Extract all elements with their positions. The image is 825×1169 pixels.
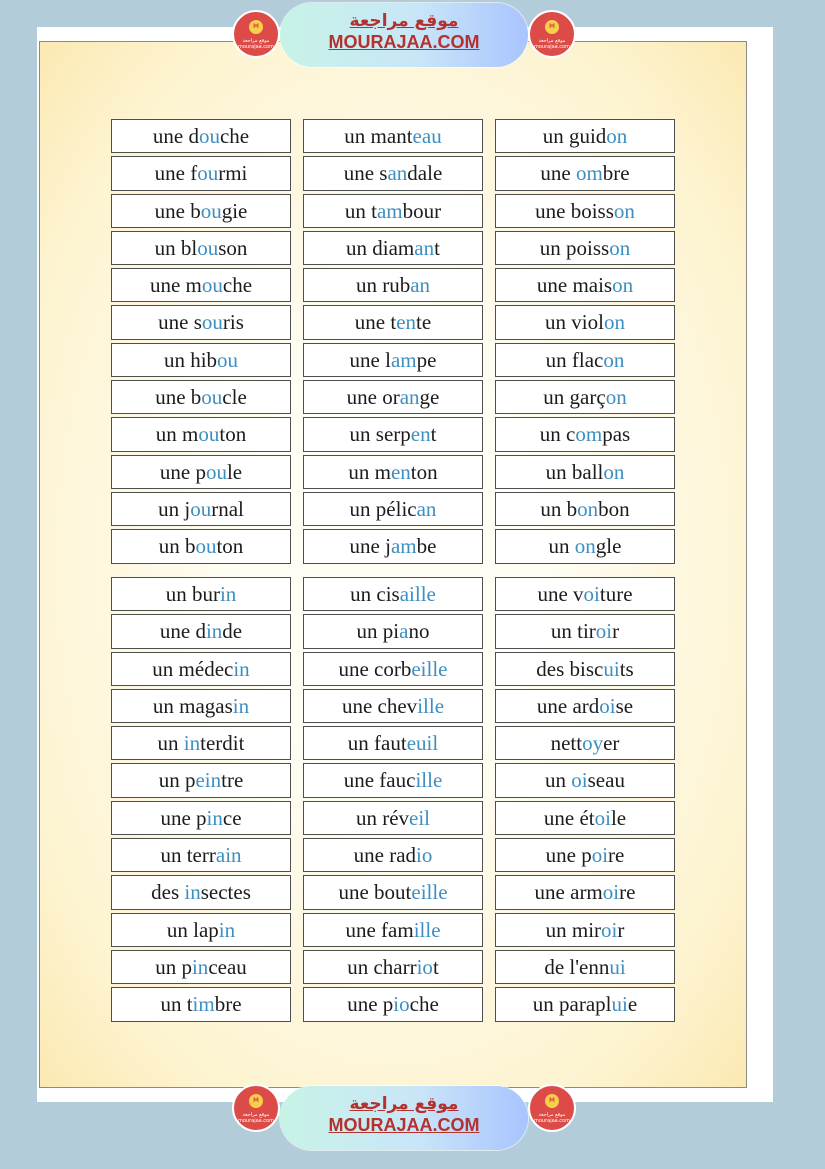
word-text-end: bre (214, 992, 242, 1017)
word-card (303, 268, 483, 302)
site-banner-top[interactable] (280, 3, 528, 67)
word-text-end: pas (602, 422, 631, 447)
word-sound-highlight: ou (201, 310, 223, 335)
word-sound-highlight: oy (582, 731, 604, 756)
word-text-start: un garç (543, 385, 606, 410)
word-text-start: un m (348, 459, 391, 484)
word-sound-highlight: in (219, 582, 237, 606)
word-card (111, 455, 291, 489)
word-text-end: no (408, 619, 430, 644)
word-card (303, 156, 483, 190)
word-card (111, 763, 291, 797)
word-sound-highlight: en (390, 459, 411, 484)
word-text-start: une t (354, 310, 397, 335)
word-sound-highlight: ui (603, 656, 620, 681)
site-logo-left-bottom[interactable] (232, 1084, 280, 1132)
word-text-start: un faut (347, 731, 407, 756)
word-card (495, 305, 675, 339)
word-card (495, 492, 675, 526)
word-text-start: une j (349, 534, 391, 559)
word-card (303, 492, 483, 526)
word-sound-highlight: oi (571, 768, 588, 793)
word-text-start: une arm (534, 880, 603, 905)
word-text-start: un t (160, 992, 193, 1017)
word-sound-highlight: ou (201, 385, 223, 410)
word-card (111, 801, 291, 835)
word-card (495, 577, 675, 611)
word-card (495, 529, 675, 563)
word-text-start: une boiss (535, 198, 614, 223)
word-text-start: un flac (545, 347, 604, 372)
word-sound-highlight: an (414, 235, 435, 260)
word-text-start: un parapl (532, 992, 612, 1017)
site-banner-bottom[interactable] (280, 1086, 528, 1150)
word-card (111, 194, 291, 228)
word-sound-highlight: om (575, 422, 603, 447)
word-text-start: une s (158, 310, 202, 335)
word-sound-highlight: ou (201, 273, 223, 298)
word-card (495, 380, 675, 414)
word-text-start: un rév (355, 805, 410, 830)
word-text-start: une d (152, 124, 199, 148)
word-text-end: gle (595, 534, 622, 559)
word-text-start: un ball (545, 459, 604, 484)
word-column (111, 119, 291, 567)
word-text-start: un p (158, 768, 196, 793)
word-text-start: un b (158, 534, 196, 559)
word-text-start: un pélic (349, 496, 417, 521)
word-text-start: un (545, 768, 572, 793)
word-card (495, 838, 675, 872)
word-sound-highlight: eil (409, 805, 431, 830)
word-card (111, 950, 291, 984)
word-card (303, 455, 483, 489)
word-sound-highlight: ou (217, 347, 239, 372)
word-text-end: er (603, 731, 620, 756)
word-card (111, 614, 291, 648)
word-card (303, 689, 483, 723)
word-sound-highlight: on (574, 534, 596, 559)
word-sound-highlight: ui (609, 954, 626, 979)
word-text-end: ton (219, 422, 247, 447)
word-text-start: une p (159, 459, 206, 484)
word-card (495, 417, 675, 451)
word-text-end: terdit (200, 731, 245, 756)
word-text-end: de (222, 619, 243, 644)
word-text-start: une p (545, 843, 592, 868)
word-column (111, 577, 291, 1025)
word-text-end: bon (598, 496, 630, 521)
word-text-start: un diam (346, 235, 415, 260)
word-text-start: un t (344, 198, 377, 223)
word-text-end: re (619, 880, 636, 905)
word-sound-highlight: in (206, 805, 223, 830)
word-card (303, 343, 483, 377)
word-text-start: un pi (356, 619, 400, 644)
word-card (111, 689, 291, 723)
word-card (495, 763, 675, 797)
word-sound-highlight: ein (195, 768, 222, 793)
word-text-end: ceau (208, 954, 247, 979)
word-text-end: che (222, 273, 253, 298)
logo-badge-icon: M (249, 1094, 263, 1108)
word-sound-highlight: im (192, 992, 215, 1017)
word-sound-highlight: ou (198, 124, 220, 148)
word-card (303, 417, 483, 451)
word-sound-highlight: io (393, 992, 410, 1017)
word-card (303, 529, 483, 563)
word-text-start: un serp (349, 422, 411, 447)
word-text-start: un viol (545, 310, 604, 335)
word-text-end: ts (619, 656, 634, 681)
word-text-start: un poiss (539, 235, 610, 260)
word-text-end: seau (587, 768, 625, 793)
word-text-start: un mir (545, 917, 602, 942)
word-text-start: un (548, 534, 575, 559)
word-sound-highlight: an (416, 496, 437, 521)
word-text-end: rmi (218, 161, 248, 186)
word-text-start: un bur (165, 582, 220, 606)
word-card (303, 380, 483, 414)
site-logo-right-bottom[interactable] (528, 1084, 576, 1132)
word-card (495, 726, 675, 760)
word-sound-highlight: eau (412, 124, 442, 148)
word-text-end: cle (222, 385, 247, 410)
word-sound-highlight: ou (190, 496, 212, 521)
word-card (303, 652, 483, 686)
word-text-start: un magas (152, 693, 233, 718)
word-text-end: che (409, 992, 439, 1017)
word-sound-highlight: ain (215, 843, 242, 868)
word-card (111, 156, 291, 190)
word-text-end: che (219, 124, 250, 148)
word-text-start: un charr (347, 954, 417, 979)
word-text-end: le (610, 805, 627, 830)
word-text-start: une m (149, 273, 202, 298)
word-sound-highlight: ille (413, 917, 441, 942)
word-text-end: r (612, 619, 620, 644)
word-text-start: une bout (338, 880, 412, 905)
word-sound-highlight: am (390, 534, 417, 559)
word-text-end: t (430, 422, 437, 447)
word-text-end: ton (410, 459, 438, 484)
word-card (111, 577, 291, 611)
word-sound-highlight: oi (594, 805, 611, 830)
word-card (111, 268, 291, 302)
word-card (495, 652, 675, 686)
site-name-latin[interactable]: MOURAJAA.COM (328, 1115, 480, 1135)
word-sound-highlight: euil (406, 731, 439, 756)
word-text-end: bre (602, 161, 630, 186)
word-card (495, 913, 675, 947)
word-text-start: une corb (338, 656, 412, 681)
word-card (303, 614, 483, 648)
word-text-start: une ét (543, 805, 595, 830)
word-text-start: une p (160, 805, 207, 830)
word-text-end: se (615, 693, 634, 718)
word-text-start: un (157, 731, 184, 756)
word-sound-highlight: in (205, 619, 223, 644)
word-sound-highlight: en (410, 422, 431, 447)
word-text-end: pe (416, 347, 437, 372)
word-sound-highlight: oi (599, 693, 616, 718)
word-card (303, 913, 483, 947)
word-card (495, 950, 675, 984)
word-text-end: ton (216, 534, 244, 559)
word-text-end: sectes (200, 880, 251, 905)
word-sound-highlight: an (387, 161, 408, 186)
word-card (495, 689, 675, 723)
site-name-latin[interactable]: MOURAJAA.COM (328, 32, 480, 52)
site-logo-right[interactable] (528, 10, 576, 58)
logo-badge-icon: M (545, 20, 559, 34)
word-column (303, 577, 483, 1025)
word-text-start: une or (346, 385, 400, 410)
word-text-start: un b (540, 496, 578, 521)
word-sound-highlight: an (399, 385, 420, 410)
word-text-start: un bl (154, 235, 198, 260)
word-card (495, 875, 675, 909)
word-card (303, 763, 483, 797)
word-sound-highlight: oi (595, 619, 613, 644)
word-text-start: une v (537, 582, 584, 606)
word-text-start: un médec (152, 656, 234, 681)
word-text-start: un cis (350, 582, 400, 606)
word-sound-highlight: on (613, 198, 635, 223)
word-sound-highlight: ou (197, 161, 219, 186)
word-text-start: une chev (341, 693, 418, 718)
word-sound-highlight: in (184, 880, 201, 905)
logo-caption: موقع مراجعة mourajaa.com (533, 38, 570, 50)
word-card (111, 417, 291, 451)
word-text-start: un m (155, 422, 199, 447)
word-text-start: une fauc (343, 768, 416, 793)
word-sound-highlight: on (603, 347, 625, 372)
word-card (111, 875, 291, 909)
word-sound-highlight: on (605, 385, 627, 410)
word-text-start: nett (550, 731, 583, 756)
word-sound-highlight: ou (195, 534, 217, 559)
word-card (495, 156, 675, 190)
word-text-start: un lap (166, 917, 219, 942)
word-card (303, 801, 483, 835)
word-sound-highlight: in (218, 917, 236, 942)
word-text-start: une d (159, 619, 206, 644)
word-text-start: une p (347, 992, 394, 1017)
word-sound-highlight: in (233, 656, 250, 681)
word-text-end: bour (402, 198, 442, 223)
word-column (495, 119, 675, 567)
word-text-end: dale (407, 161, 443, 186)
word-text-end: ture (599, 582, 633, 606)
word-card (495, 987, 675, 1021)
word-sound-highlight: am (390, 347, 417, 372)
word-sound-highlight: oi (602, 880, 620, 905)
word-text-start: un p (155, 954, 192, 979)
word-card (495, 343, 675, 377)
word-card (111, 838, 291, 872)
word-sound-highlight: ou (205, 459, 227, 484)
word-card (303, 838, 483, 872)
word-sound-highlight: oi (591, 843, 609, 868)
word-text-start: un terr (160, 843, 216, 868)
word-sound-highlight: om (575, 161, 603, 186)
logo-badge-icon: M (249, 20, 263, 34)
word-text-end: tre (221, 768, 244, 793)
word-card (303, 950, 483, 984)
word-text-start: une b (154, 198, 201, 223)
word-text-end: rnal (211, 496, 244, 521)
word-sound-highlight: ille (417, 693, 445, 718)
word-card (111, 119, 291, 153)
word-card (303, 305, 483, 339)
word-card (111, 305, 291, 339)
word-sound-highlight: ui (611, 992, 628, 1017)
word-sound-highlight: oi (601, 917, 618, 942)
word-text-start: une f (154, 161, 198, 186)
word-sound-highlight: on (603, 310, 625, 335)
word-text-start: une (540, 161, 576, 186)
word-text-end: gie (221, 198, 248, 223)
word-text-end: re (608, 843, 625, 868)
word-text-end: t (434, 235, 440, 260)
word-text-end: ce (222, 805, 242, 830)
word-text-start: des (151, 880, 185, 905)
word-card (495, 194, 675, 228)
word-sound-highlight: an (410, 273, 431, 298)
word-sound-highlight: on (606, 124, 628, 148)
word-sound-highlight: on (612, 273, 634, 298)
word-sound-highlight: eille (411, 880, 448, 905)
word-card (303, 231, 483, 265)
word-text-start: une s (343, 161, 388, 186)
word-text-start: des bisc (536, 656, 604, 681)
word-sound-highlight: aille (399, 582, 436, 606)
word-text-start: une l (349, 347, 391, 372)
word-text-start: un j (158, 496, 191, 521)
word-text-start: une mais (536, 273, 613, 298)
word-sound-highlight: on (609, 235, 631, 260)
word-card (303, 577, 483, 611)
word-card (111, 492, 291, 526)
word-card (495, 231, 675, 265)
logo-caption: موقع مراجعة mourajaa.com (237, 38, 274, 50)
word-card (111, 343, 291, 377)
word-sound-highlight: am (376, 198, 403, 223)
site-logo-left[interactable] (232, 10, 280, 58)
word-sound-highlight: io (416, 843, 433, 868)
word-text-start: un rub (355, 273, 411, 298)
word-sound-highlight: ille (415, 768, 443, 793)
word-text-end: le (226, 459, 243, 484)
word-text-end: e (627, 992, 638, 1017)
word-sound-highlight: on (577, 496, 599, 521)
word-card (111, 529, 291, 563)
word-card (111, 987, 291, 1021)
word-text-start: une rad (353, 843, 417, 868)
word-card (303, 119, 483, 153)
word-sound-highlight: oi (583, 582, 600, 606)
word-card (303, 726, 483, 760)
word-text-start: une fam (345, 917, 414, 942)
word-card (303, 194, 483, 228)
word-sound-highlight: en (396, 310, 417, 335)
word-card (495, 119, 675, 153)
word-text-end: be (416, 534, 437, 559)
word-sound-highlight: ou (200, 198, 222, 223)
word-column (495, 577, 675, 1025)
word-text-end: ge (419, 385, 440, 410)
word-card (495, 455, 675, 489)
word-text-start: de l'enn (544, 954, 610, 979)
word-text-end: son (218, 235, 248, 260)
word-text-start: un guid (542, 124, 607, 148)
word-text-start: un c (539, 422, 576, 447)
word-sound-highlight: io (416, 954, 433, 979)
logo-caption: موقع مراجعة mourajaa.com (533, 1112, 570, 1124)
word-sound-highlight: on (603, 459, 625, 484)
word-card (303, 987, 483, 1021)
word-sound-highlight: a (399, 619, 409, 644)
logo-caption: موقع مراجعة mourajaa.com (237, 1112, 274, 1124)
word-card (111, 231, 291, 265)
site-name-arabic[interactable]: موقع مراجعة (349, 1094, 459, 1114)
word-card (111, 652, 291, 686)
word-text-start: un tir (550, 619, 596, 644)
word-text-start: un hib (163, 347, 218, 372)
word-text-start: un mant (344, 124, 413, 148)
word-card (495, 268, 675, 302)
site-name-arabic[interactable]: موقع مراجعة (349, 11, 459, 31)
word-card (495, 801, 675, 835)
word-card (303, 875, 483, 909)
word-text-end: r (617, 917, 625, 942)
word-sound-highlight: ou (198, 422, 220, 447)
word-card (111, 380, 291, 414)
word-sound-highlight: in (232, 693, 250, 718)
word-text-end: te (416, 310, 432, 335)
word-sound-highlight: ou (197, 235, 219, 260)
word-text-end: t (432, 954, 439, 979)
word-card (495, 614, 675, 648)
word-sound-highlight: in (183, 731, 201, 756)
word-column (303, 119, 483, 567)
word-card (111, 726, 291, 760)
word-sound-highlight: eille (411, 656, 448, 681)
word-text-start: une b (155, 385, 202, 410)
word-text-end: ris (222, 310, 244, 335)
logo-badge-icon: M (545, 1094, 559, 1108)
word-text-start: une ard (536, 693, 600, 718)
word-card (111, 913, 291, 947)
word-sound-highlight: in (191, 954, 209, 979)
